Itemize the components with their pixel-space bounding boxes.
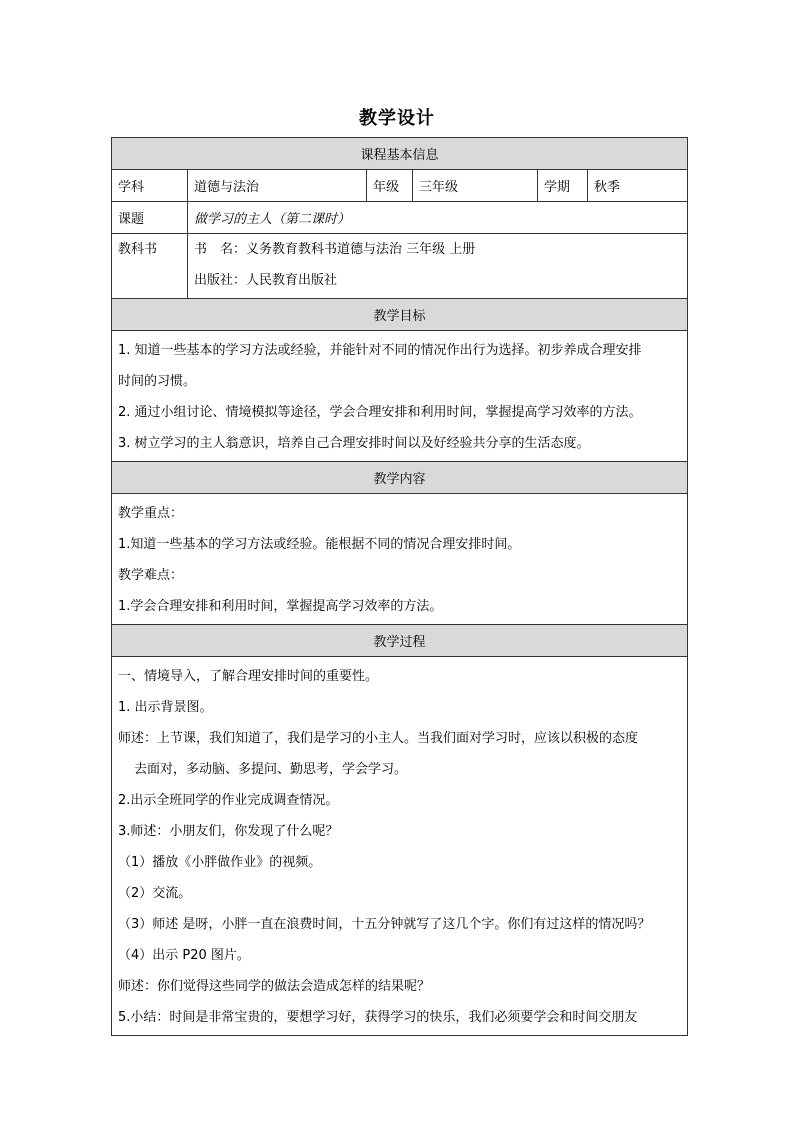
content-body-row bbox=[112, 494, 688, 625]
term-label: 学期 bbox=[538, 170, 588, 202]
process-body-row bbox=[112, 657, 688, 1036]
grade-label: 年级 bbox=[367, 170, 413, 202]
process-line: 5.小结：时间是非常宝贵的，要想学习好，获得学习的快乐，我们必须要学会和时间交朋友 bbox=[118, 1010, 638, 1025]
basic-info-header: 课程基本信息 bbox=[112, 138, 688, 170]
process-line: （4）出示 P20 图片。 bbox=[118, 948, 250, 963]
objective-line: 3. 树立学习的主人翁意识，培养自己合理安排时间以及好经验共分享的生活态度。 bbox=[118, 436, 590, 451]
objectives-body-row bbox=[112, 331, 688, 462]
content-header-row bbox=[112, 462, 688, 494]
textbook-label: 教科书 bbox=[118, 242, 158, 257]
content-header: 教学内容 bbox=[112, 462, 688, 494]
textbook-publisher: 出版社：人民教育出版社 bbox=[194, 273, 338, 288]
process-line: 一、情境导入，了解合理安排时间的重要性。 bbox=[118, 669, 379, 684]
process-line: 1. 出示背景图。 bbox=[118, 700, 213, 715]
objectives-header-row bbox=[112, 299, 688, 331]
content-body bbox=[112, 494, 688, 625]
process-line: 2.出示全班同学的作业完成调查情况。 bbox=[118, 793, 339, 808]
objective-line: 2. 通过小组讨论、情境模拟等途径，学会合理安排和利用时间，掌握提高学习效率的方法。 bbox=[118, 405, 642, 420]
subject-row bbox=[112, 170, 688, 202]
process-body bbox=[112, 657, 688, 1036]
content-line: 1.知道一些基本的学习方法或经验。能根据不同的情况合理安排时间。 bbox=[118, 537, 521, 552]
textbook-info bbox=[188, 234, 688, 299]
document-title: 教学设计 bbox=[359, 108, 435, 129]
objective-line: 1. 知道一些基本的学习方法或经验，并能针对不同的情况作出行为选择。初步养成合理安排 bbox=[118, 343, 642, 358]
objective-line: 时间的习惯。 bbox=[118, 374, 197, 389]
subject-value: 道德与法治 bbox=[188, 170, 367, 202]
objectives-body bbox=[112, 331, 688, 462]
process-line: （3）师述 是呀，小胖一直在浪费时间，十五分钟就写了这几个字。你们有过这样的情况吗？ bbox=[118, 917, 651, 932]
process-header: 教学过程 bbox=[112, 625, 688, 657]
objectives-header: 教学目标 bbox=[112, 299, 688, 331]
process-line: 去面对，多动脑、多提问、勤思考，学会学习。 bbox=[134, 762, 408, 777]
textbook-name: 书 名：义务教育教科书道德与法治 三年级 上册 bbox=[194, 242, 476, 257]
grade-value: 三年级 bbox=[413, 170, 538, 202]
subject-label: 学科 bbox=[112, 170, 188, 202]
process-line: （1）播放《小胖做作业》的视频。 bbox=[118, 855, 322, 870]
lesson-plan-table bbox=[111, 137, 688, 1036]
content-key-points-label: 教学重点： bbox=[118, 506, 184, 521]
topic-row bbox=[112, 202, 688, 234]
process-line: （2）交流。 bbox=[118, 886, 192, 901]
term-value: 秋季 bbox=[588, 170, 688, 202]
process-line: 3.师述：小朋友们，你发现了什么呢？ bbox=[118, 824, 339, 839]
textbook-label-cell bbox=[112, 234, 188, 299]
topic-label: 课题 bbox=[112, 202, 188, 234]
content-difficulty-label: 教学难点： bbox=[118, 568, 184, 583]
content-line: 1.学会合理安排和利用时间，掌握提高学习效率的方法。 bbox=[118, 599, 443, 614]
process-line: 师述：上节课，我们知道了，我们是学习的小主人。当我们面对学习时，应该以积极的态度 bbox=[118, 731, 639, 746]
process-header-row bbox=[112, 625, 688, 657]
process-line: 师述：你们觉得这些同学的做法会造成怎样的结果呢？ bbox=[118, 979, 431, 994]
textbook-row bbox=[112, 234, 688, 299]
topic-value: 做学习的主人（第二课时） bbox=[188, 202, 688, 234]
basic-info-header-row bbox=[112, 138, 688, 170]
